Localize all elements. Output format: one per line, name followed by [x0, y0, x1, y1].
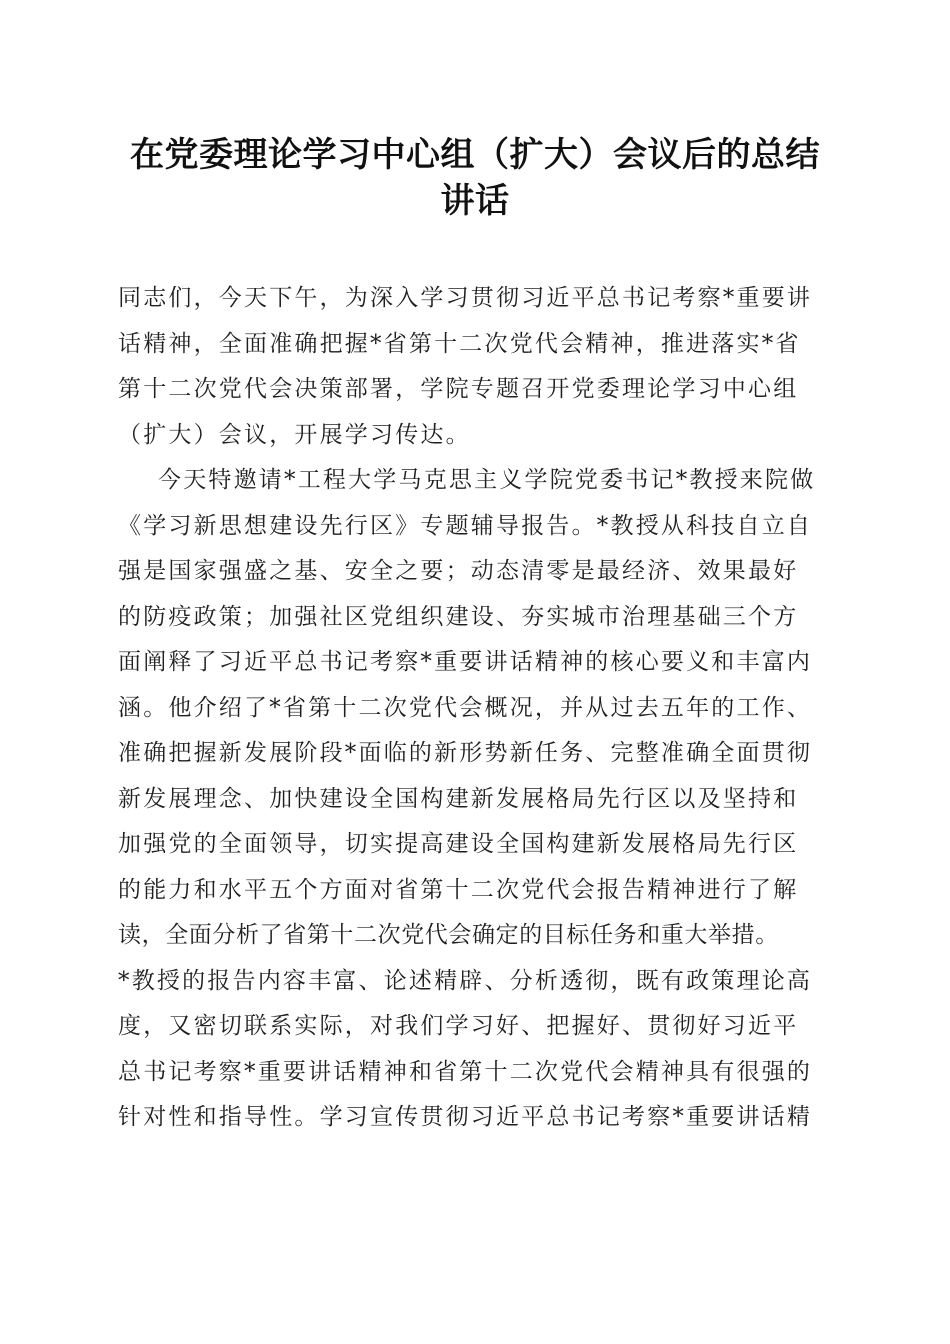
text-line: 同志们，今天下午，为深入学习贯彻习近平总书记考察*重要讲 [118, 285, 813, 311]
title-line-2: 讲话 [440, 181, 510, 221]
text-line: 第十二次党代会决策部署，学院专题召开党委理论学习中心组 [118, 376, 799, 402]
document-title [100, 132, 850, 224]
paragraph-1 [118, 276, 848, 458]
paragraph-2 [118, 458, 848, 1141]
text-line: 读，全面分析了省第十二次党代会确定的目标任务和重大举措。 [118, 922, 779, 948]
text-line: 强是国家强盛之基、安全之要；动态清零是最经济、效果最好 [118, 558, 799, 584]
text-line: 度，又密切联系实际，对我们学习好、把握好、贯彻好习近平 [118, 1013, 799, 1039]
text-line: 新发展理念、加快建设全国构建新发展格局先行区以及坚持和 [118, 785, 799, 812]
text-line: 总书记考察*重要讲话精神和省第十二次党代会精神具有很强的 [118, 1058, 813, 1085]
text-line: 准确把握新发展阶段*面临的新形势新任务、完整准确全面贯彻 [118, 740, 813, 766]
text-line: 的能力和水平五个方面对省第十二次党代会报告精神进行了解 [118, 876, 799, 903]
text-line: 话精神，全面准确把握*省第十二次党代会精神，推进落实*省 [118, 330, 801, 357]
text-line: 加强党的全面领导，切实提高建设全国构建新发展格局先行区 [118, 831, 799, 857]
text-line: 涵。他介绍了*省第十二次党代会概况，并从过去五年的工作、 [118, 694, 813, 721]
text-line: 今天特邀请*工程大学马克思主义学院党委书记*教授来院做 [158, 467, 816, 493]
text-line: 《学习新思想建设先行区》专题辅导报告。*教授从科技自立自 [118, 512, 813, 539]
text-line: （扩大）会议，开展学习传达。 [118, 421, 471, 448]
document-body [118, 276, 848, 1141]
text-line: 面阐释了习近平总书记考察*重要讲话精神的核心要义和丰富内 [118, 649, 813, 675]
title-line-1: 在党委理论学习中心组（扩大）会议后的总结 [130, 135, 820, 175]
text-line: 的防疫政策；加强社区党组织建设、夯实城市治理基础三个方 [118, 603, 799, 630]
text-line: *教授的报告内容丰富、论述精辟、分析透彻，既有政策理论高 [118, 967, 813, 994]
text-line: 针对性和指导性。学习宣传贯彻习近平总书记考察*重要讲话精 [118, 1104, 813, 1130]
